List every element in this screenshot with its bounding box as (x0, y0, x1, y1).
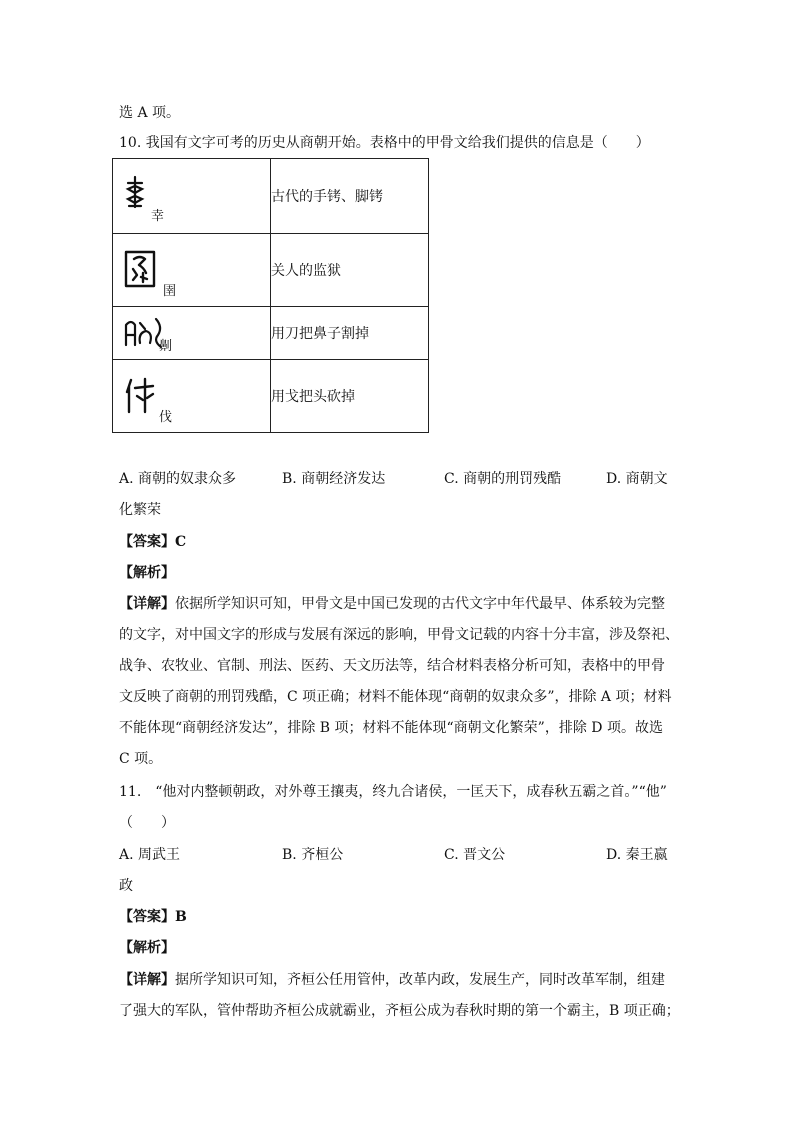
q10-answer: 【答案】C (119, 534, 187, 550)
question-11-paren: （ ） (119, 815, 175, 831)
q10-detail-line: 的文字，对中国文字的形成与发展有深远的影响，甲骨文记载的内容十分丰富，涉及祭祀、 (119, 627, 679, 643)
oracle-bone-yu-icon (123, 249, 157, 289)
q10-option-c: C. 商朝的刑罚残酷 (444, 471, 562, 487)
q11-detail-label: 【详解】 (119, 972, 175, 988)
glyph-char: 劓 (159, 339, 173, 354)
glyph-cell (113, 159, 271, 234)
meaning-cell: 关人的监狱 (271, 234, 429, 307)
q10-detail-line: 不能体现“商朝经济发达”，排除 B 项；材料不能体现“商朝文化繁荣”，排除 D 项。故选 (119, 720, 663, 736)
meaning-cell: 古代的手铐、脚铐 (271, 159, 429, 234)
table-row (113, 159, 429, 234)
q11-option-d: D. 秦王嬴 (606, 847, 668, 863)
q11-detail-line: 了强大的军队，管仲帮助齐桓公成就霸业，齐桓公成为春秋时期的第一个霸主，B 项正确； (119, 1003, 680, 1019)
oracle-bone-table (112, 158, 429, 433)
q10-analysis-label: 【解析】 (119, 565, 175, 581)
q11-option-c: C. 晋文公 (444, 847, 506, 863)
q10-detail-line: 战争、农牧业、官制、刑法、医药、天文历法等，结合材料表格分析可知，表格中的甲骨 (119, 658, 665, 674)
glyph-cell (113, 307, 271, 360)
intro-line: 选 A 项。 (119, 105, 181, 121)
glyph-char: 幸 (151, 209, 165, 224)
q11-analysis-label: 【解析】 (119, 940, 175, 956)
question-10: 10. 我国有文字可考的历史从商朝开始。表格中的甲骨文给我们提供的信息是（ ） (119, 135, 650, 151)
q10-detail-label: 【详解】 (119, 596, 175, 612)
q11-option-a: A. 周武王 (119, 847, 181, 863)
glyph-cell (113, 360, 271, 433)
q11-detail-line: 【详解】据所学知识可知，齐桓公任用管仲，改革内政，发展生产，同时改革军制，组建 (119, 972, 665, 988)
q10-option-b: B. 商朝经济发达 (282, 471, 386, 487)
glyph-cell (113, 234, 271, 307)
q10-detail-line: 【详解】依据所学知识可知，甲骨文是中国已发现的古代文字中年代最早、体系较为完整 (119, 596, 665, 612)
q10-option-a: A. 商朝的奴隶众多 (119, 471, 237, 487)
oracle-bone-xing-icon (123, 175, 147, 209)
meaning-cell: 用刀把鼻子割掉 (271, 307, 429, 360)
q11-option-d-cont: 政 (119, 878, 133, 894)
table-row (113, 234, 429, 307)
q11-option-b: B. 齐桓公 (282, 847, 344, 863)
oracle-bone-fa-icon (123, 376, 155, 414)
table-row (113, 307, 429, 360)
question-11: 11. “他对内整顿朝政，对外尊王攘夷，终九合诸侯，一匡天下，成春秋五霸之首。”“他” (119, 784, 667, 800)
table-row (113, 360, 429, 433)
glyph-char: 伐 (159, 410, 173, 425)
glyph-char: 圉 (163, 284, 177, 299)
q11-answer: 【答案】B (119, 909, 187, 925)
q10-detail-line: C 项。 (119, 751, 163, 767)
meaning-cell: 用戈把头砍掉 (271, 360, 429, 433)
q10-option-d-cont: 化繁荣 (119, 502, 161, 518)
q10-option-d: D. 商朝文 (606, 471, 668, 487)
q10-detail-line: 文反映了商朝的刑罚残酷，C 项正确；材料不能体现“商朝的奴隶众多”，排除 A 项；材料 (119, 689, 672, 705)
